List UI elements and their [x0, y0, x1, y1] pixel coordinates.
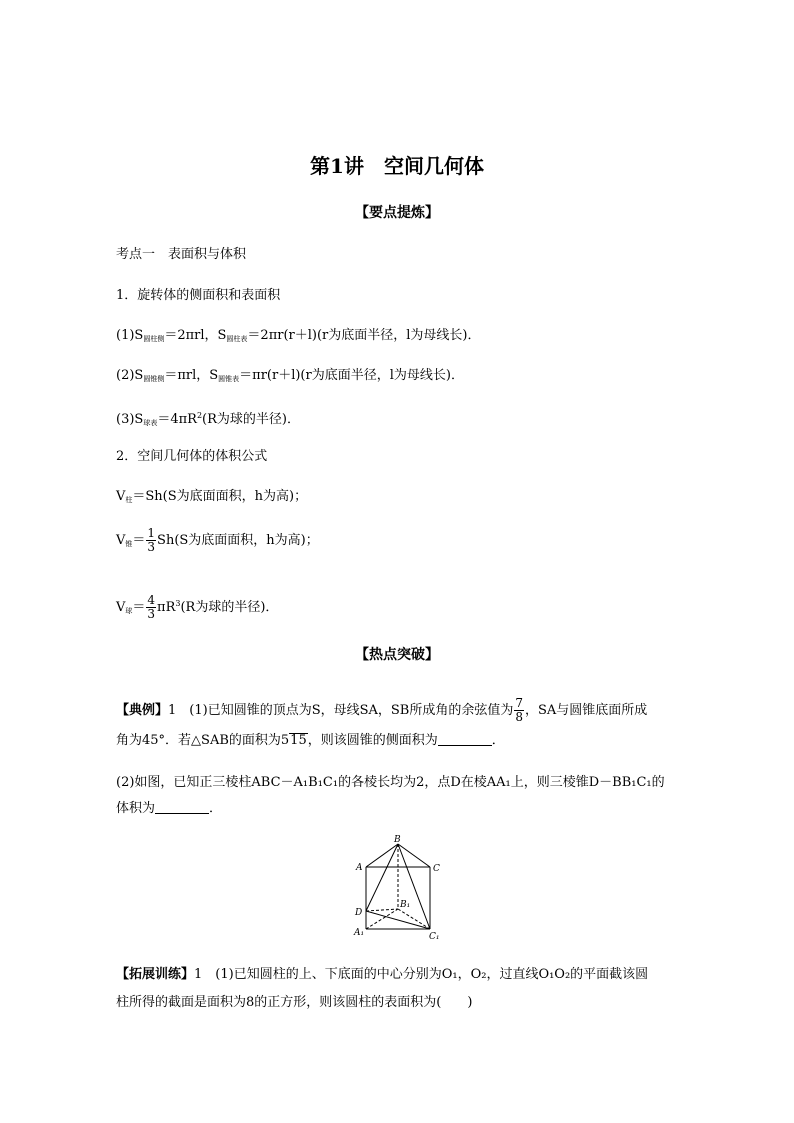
prism-figure	[340, 835, 450, 945]
fraction: $\frac{7}{8}$	[515, 696, 524, 724]
label-D: D	[355, 908, 363, 918]
extension-line-2: 柱所得的截面是面积为8的正方形，则该圆柱的表面积为( )	[116, 995, 473, 1010]
label-A1: A₁	[354, 928, 365, 938]
formula-cone: $(2)S_{圆锥侧}=\pi rl$，$S_{圆锥表}=\pi r(r+l)(r$为底面半径，l为母线长)．	[116, 368, 464, 383]
fraction: $\frac{4}{3}$	[147, 593, 156, 621]
label-B1: B₁	[400, 900, 411, 910]
formula-pyramid-volume: $V_锥=$ $\frac{1}{3}$ Sh(S为底面面积，h为高)；	[116, 526, 319, 554]
section-heading-key-points: 【要点提炼】	[355, 205, 439, 221]
formula-sphere-volume: $V_球=$ $\frac{4}{3}$ $\pi R^3(R$为球的半径)．	[116, 593, 279, 621]
topic-heading: 考点一 表面积与体积	[116, 247, 247, 262]
example-2-line-1: (2)如图，已知正三棱柱ABC－A₁B₁C₁的各棱长均为2，点D在棱AA₁上，则三棱锥D－BB₁C₁的	[116, 775, 665, 790]
section-heading-hot-topics: 【热点突破】	[355, 647, 439, 663]
page-title: 第1讲 空间几何体	[310, 154, 484, 178]
answer-blank	[155, 800, 209, 814]
formula-cylinder: $(1)S_{圆柱侧}=2\pi rl$，$S_{圆柱表}=2\pi r(r+l)(r$为底面半径，l为母线长)．	[116, 328, 481, 343]
extension-line-1: 【拓展训练】1 (1)已知圆柱的上、下底面的中心分别为O₁，O₂，过直线O₁O₂的平面截该圆	[116, 967, 649, 982]
subheading-rotational-solids: 1．旋转体的侧面积和表面积	[116, 288, 281, 303]
answer-blank	[438, 732, 492, 746]
label-B: B	[394, 835, 401, 845]
example-1-line-2: 角为45°．若△SAB的面积为515，则该圆锥的侧面积为 ．	[116, 733, 505, 748]
example-2-line-2: 体积为 ．	[116, 801, 223, 816]
label-C: C	[433, 864, 440, 874]
label-A: A	[356, 863, 363, 873]
edge-B1C1	[398, 909, 430, 929]
edge-AB	[366, 844, 398, 867]
example-1-line-1: 【典例】1 (1)已知圆锥的顶点为S，母线SA，SB所成角的余弦值为 $\frac{7}{8}$ ，SA与圆锥底面所成	[116, 696, 648, 724]
edge-BC1	[398, 844, 430, 929]
formula-prism-volume: $V_柱=Sh(S$为底面面积，h为高)；	[116, 489, 308, 504]
label-C1: C₁	[429, 932, 440, 942]
subheading-volume-formulas: 2．空间几何体的体积公式	[116, 449, 268, 464]
edge-BD	[366, 844, 398, 911]
fraction: $\frac{1}{3}$	[147, 526, 156, 554]
formula-sphere: $(3)S_{球表}=4\pi R^2(R$为球的半径)．	[116, 411, 300, 427]
edge-DB1	[366, 909, 398, 911]
edge-DC1	[366, 911, 430, 929]
